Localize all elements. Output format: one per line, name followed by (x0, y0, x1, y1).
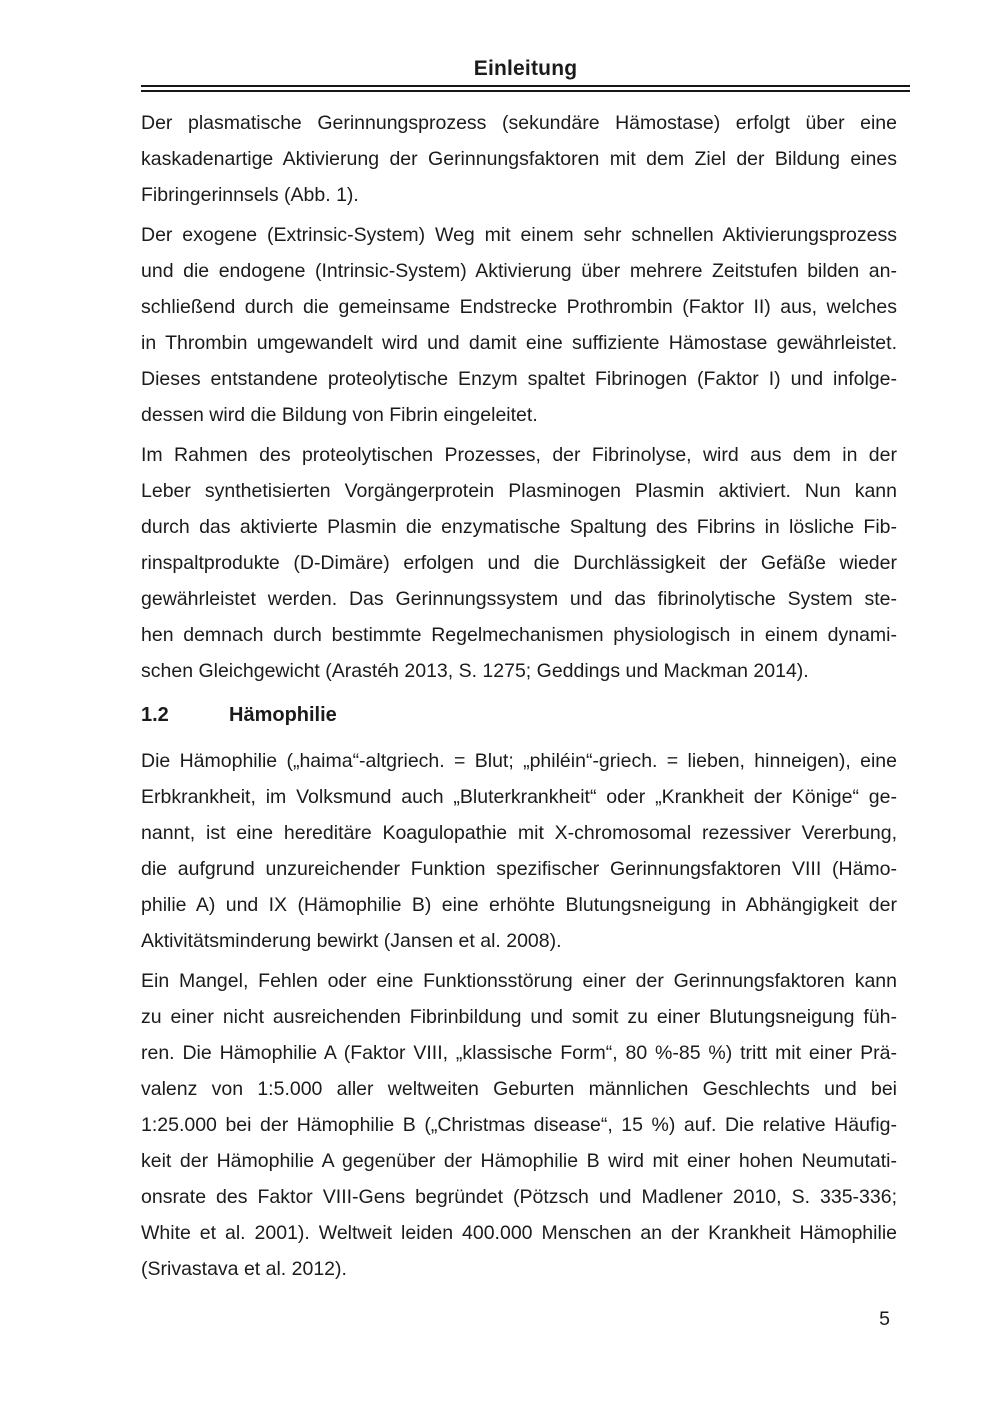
text-line: durch das aktivierte Plasmin die enzymatische Spaltung des Fibrins in lösliche Fib- (141, 516, 897, 538)
text-line: zu einer nicht ausreichenden Fibrinbildung und somit zu einer Blutungsneigung füh- (141, 1006, 897, 1028)
text-line: schen Gleichgewicht (Arastéh 2013, S. 1275; Geddings und Mackman 2014). (141, 660, 809, 682)
text-line: rinspaltprodukte (D-Dimäre) erfolgen und die Durchlässigkeit der Gefäße wieder (141, 552, 897, 574)
page-header (141, 0, 910, 92)
paragraph (141, 963, 897, 1287)
paragraph (141, 217, 897, 433)
text-line: White et al. 2001). Weltweit leiden 400.000 Menschen an der Krankheit Hämophilie (141, 1222, 897, 1244)
section-heading (141, 697, 897, 733)
page-number: 5 (879, 1308, 890, 1330)
text-line: (Srivastava et al. 2012). (141, 1258, 347, 1280)
text-line: Leber synthetisierten Vorgängerprotein Plasminogen Plasmin aktiviert. Nun kann (141, 480, 897, 502)
text-line: Dieses entstandene proteolytische Enzym spaltet Fibrinogen (Faktor I) und infolge- (141, 368, 897, 390)
text-line: valenz von 1:5.000 aller weltweiten Geburten männlichen Geschlechts und bei (141, 1078, 897, 1100)
text-line: Der plasmatische Gerinnungsprozess (sekundäre Hämostase) erfolgt über eine (141, 112, 897, 134)
text-line: dessen wird die Bildung von Fibrin eingeleitet. (141, 404, 538, 426)
text-line: 1:25.000 bei der Hämophilie B („Christmas disease“, 15 %) auf. Die relative Häufig- (141, 1114, 897, 1136)
text-line: kaskadenartige Aktivierung der Gerinnungsfaktoren mit dem Ziel der Bildung eines (141, 148, 897, 170)
text-line: Fibringerinnsels (Abb. 1). (141, 184, 359, 206)
text-line: Die Hämophilie („haima“-altgriech. = Blut; „philéin“-griech. = lieben, hinneigen), eine (141, 750, 897, 772)
text-line: ren. Die Hämophilie A (Faktor VIII, „klassische Form“, 80 %-85 %) tritt mit einer Prä- (141, 1042, 897, 1064)
document-body (141, 95, 897, 1291)
text-line: onsrate des Faktor VIII-Gens begründet (Pötzsch und Madlener 2010, S. 335-336; (141, 1186, 897, 1208)
chapter-title: Einleitung (473, 57, 578, 80)
text-line: die aufgrund unzureichender Funktion spezifischer Gerinnungsfaktoren VIII (Hämo- (141, 858, 897, 880)
text-line: Erbkrankheit, im Volksmund auch „Bluterkrankheit“ oder „Krankheit der Könige“ ge- (141, 786, 897, 808)
text-line: hen demnach durch bestimmte Regelmechanismen physiologisch in einem dynami- (141, 624, 897, 646)
text-line: gewährleistet werden. Das Gerinnungssystem und das fibrinolytische System ste- (141, 588, 897, 610)
text-line: Im Rahmen des proteolytischen Prozesses, der Fibrinolyse, wird aus dem in der (141, 444, 897, 466)
paragraph (141, 105, 897, 213)
text-line: philie A) und IX (Hämophilie B) eine erhöhte Blutungsneigung in Abhängigkeit der (141, 894, 897, 916)
text-line: Der exogene (Extrinsic-System) Weg mit einem sehr schnellen Aktivierungsprozess (141, 224, 897, 246)
text-line: Aktivitätsminderung bewirkt (Jansen et al. 2008). (141, 930, 562, 952)
text-line: keit der Hämophilie A gegenüber der Hämophilie B wird mit einer hohen Neumutati- (141, 1150, 897, 1172)
text-line: Ein Mangel, Fehlen oder eine Funktionsstörung einer der Gerinnungsfaktoren kann (141, 970, 897, 992)
paragraph (141, 743, 897, 959)
text-line: in Thrombin umgewandelt wird und damit eine suffiziente Hämostase gewährleistet. (141, 332, 897, 354)
section-heading-number: 1.2 (141, 704, 169, 726)
text-line: und die endogene (Intrinsic-System) Aktivierung über mehrere Zeitstufen bilden an- (141, 260, 897, 282)
paragraph (141, 437, 897, 689)
text-line: schließend durch die gemeinsame Endstrecke Prothrombin (Faktor II) aus, welches (141, 296, 897, 318)
text-line: nannt, ist eine hereditäre Koagulopathie mit X-chromosomal rezessiver Vererbung, (141, 822, 897, 844)
section-heading-title: Hämophilie (229, 704, 337, 726)
header-rule (141, 85, 910, 92)
